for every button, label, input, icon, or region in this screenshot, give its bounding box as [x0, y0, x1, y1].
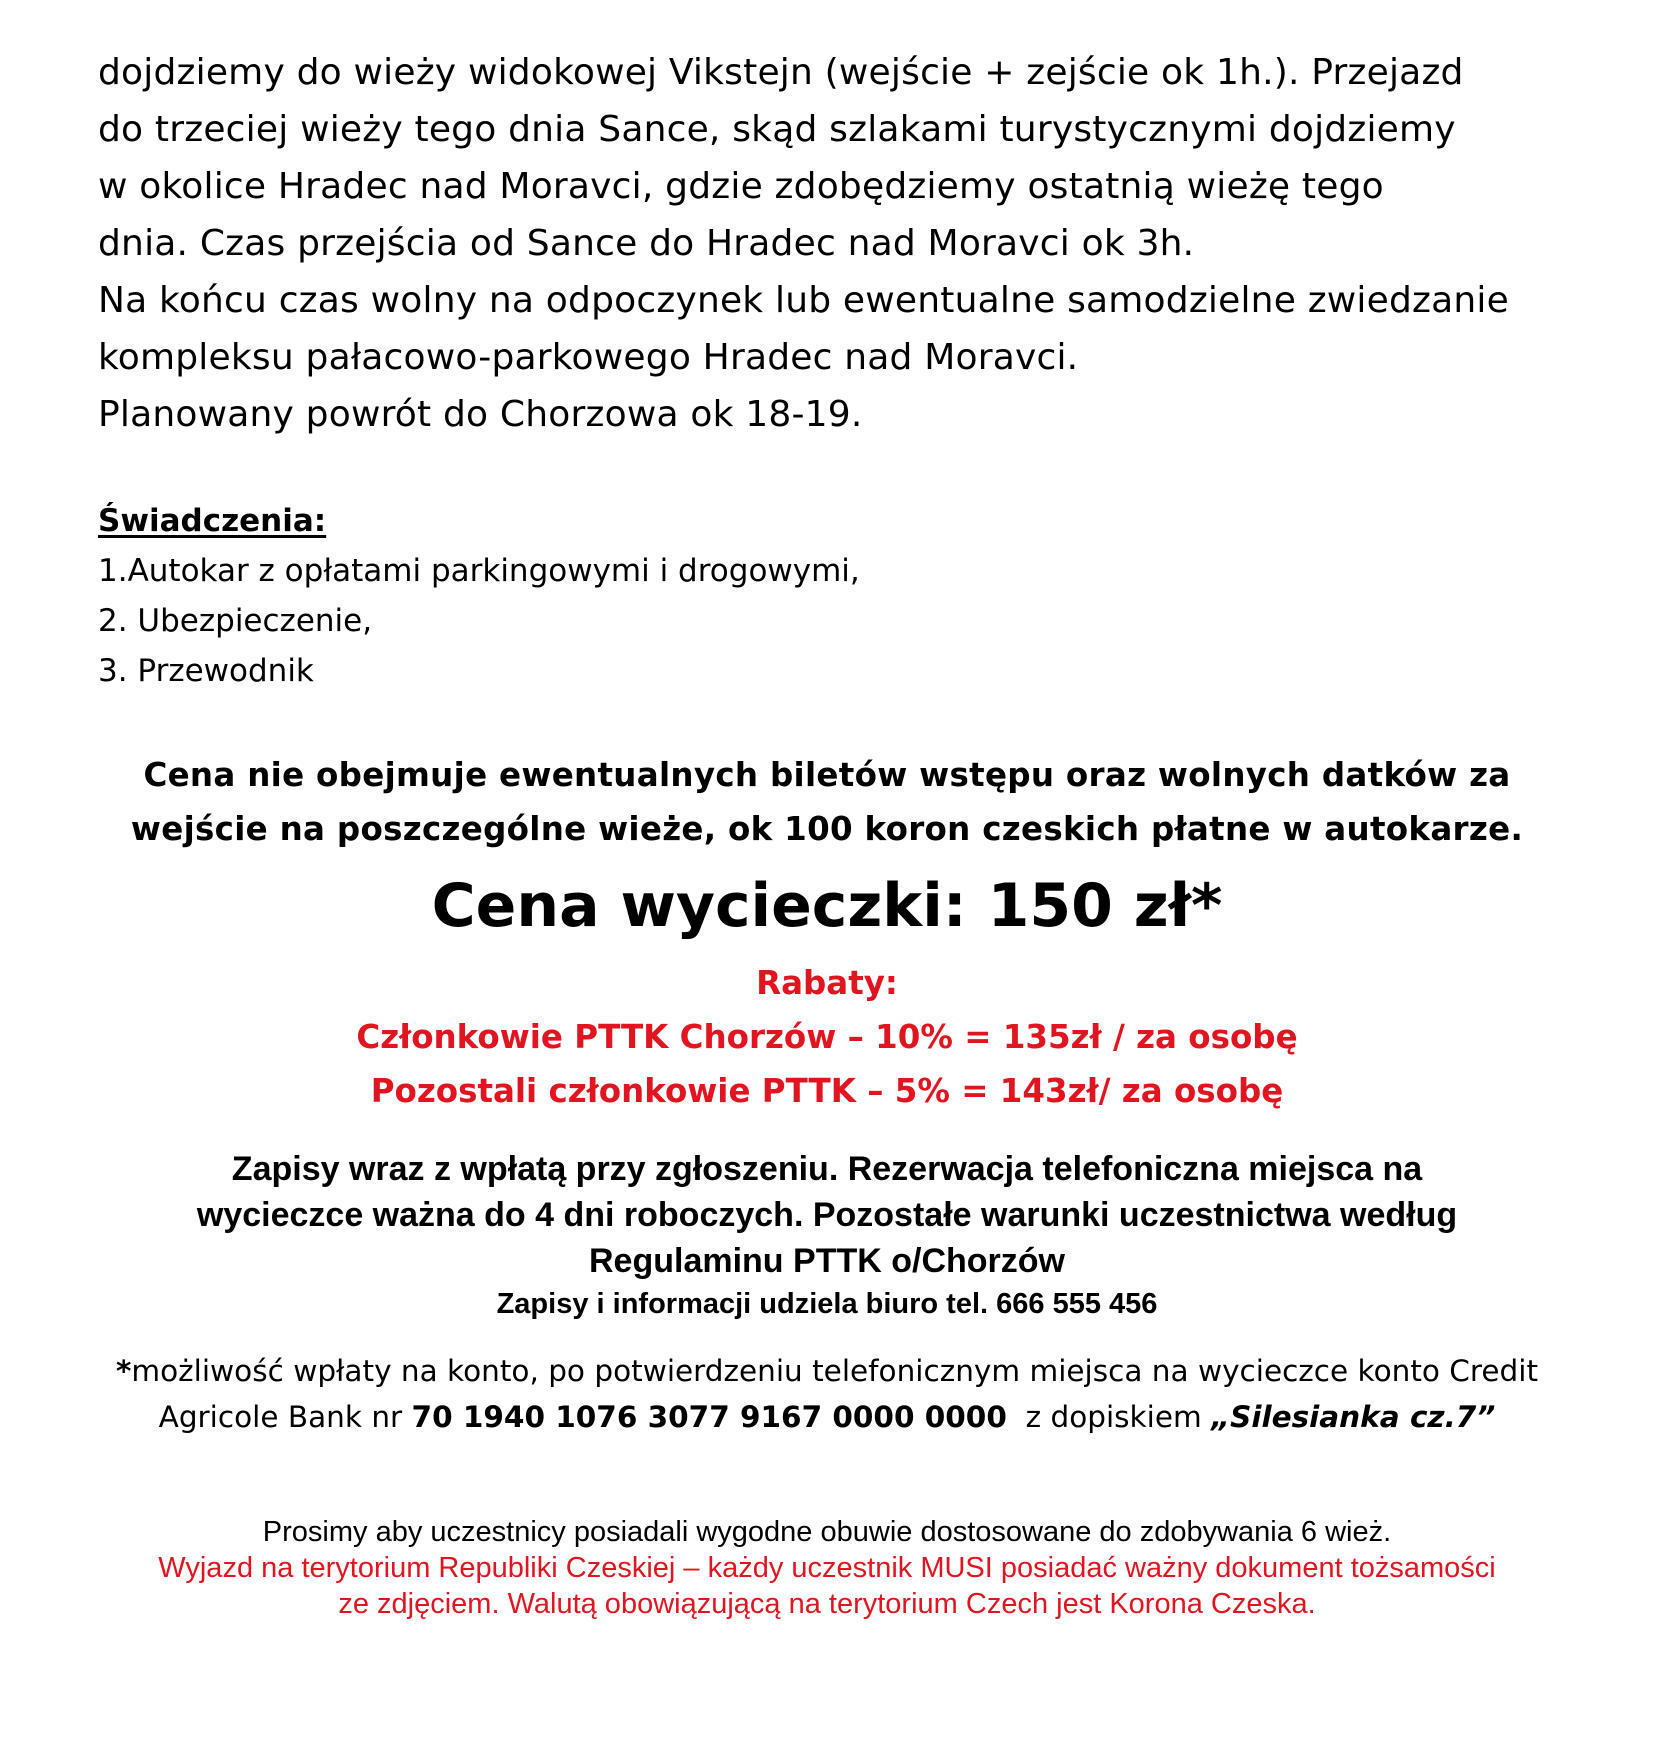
account-mid: z dopiskiem: [1006, 1400, 1212, 1434]
note-line: wejście na poszczególne wieże, ok 100 koron czeskich płatne w autokarze.: [130, 810, 1524, 848]
description-line: dojdziemy do wieży widokowej Vikstejn (wejście + zejście ok 1h.). Przejazd: [98, 52, 1464, 93]
account-text: możliwość wpłaty na konto, po potwierdzeniu telefonicznym miejsca na wycieczce konto Credit: [131, 1354, 1539, 1388]
list-item: 1.Autokar z opłatami parkingowymi i drogowymi,: [98, 553, 860, 589]
account-line-1: [0, 1348, 1654, 1394]
asterisk: *: [115, 1354, 132, 1388]
services-heading: Świadczenia:: [98, 503, 327, 539]
footer-notes: [0, 1514, 1654, 1622]
discount-item: Członkowie PTTK Chorzów – 10% = 135zł / za osobę: [356, 1018, 1298, 1056]
description-line: do trzeciej wieży tego dnia Sance, skąd szlakami turystycznymi dojdziemy: [98, 109, 1456, 150]
payment-reference: „Silesianka cz.7”: [1211, 1400, 1496, 1434]
footwear-note: Prosimy aby uczestnicy posiadali wygodne obuwie dostosowane do zdobywania 6 wież.: [262, 1516, 1392, 1548]
note-line: Cena nie obejmuje ewentualnych biletów wstępu oraz wolnych datków za: [143, 756, 1511, 794]
trip-price: Cena wycieczki: 150 zł*: [431, 871, 1223, 941]
contact-info: Zapisy i informacji udziela biuro tel. 666 555 456: [496, 1288, 1158, 1320]
account-line-2: [0, 1394, 1654, 1440]
signup-line: Regulaminu PTTK o/Chorzów: [589, 1242, 1065, 1280]
price-exclusions-note: [0, 748, 1654, 856]
id-warning-line: Wyjazd na terytorium Republiki Czeskiej – każdy uczestnik MUSI posiadać ważny dokument tożsamości: [158, 1552, 1496, 1584]
discounts-heading: Rabaty:: [756, 964, 898, 1002]
id-warning-line: ze zdjęciem. Walutą obowiązującą na terytorium Czech jest Korona Czeska.: [338, 1588, 1316, 1620]
bank-account-info: [0, 1348, 1654, 1440]
account-number: 70 1940 1076 3077 9167 0000 0000: [411, 1400, 1007, 1434]
discount-item: Pozostali członkowie PTTK – 5% = 143zł/ za osobę: [370, 1072, 1284, 1110]
description-line: w okolice Hradec nad Moravci, gdzie zdobędziemy ostatnią wieżę tego: [98, 166, 1384, 207]
services-list: [98, 546, 1398, 696]
description-line: kompleksu pałacowo-parkowego Hradec nad Moravci.: [98, 337, 1079, 378]
discounts-section: [0, 956, 1654, 1118]
account-prefix: Agricole Bank nr: [158, 1400, 412, 1434]
description-line: dnia. Czas przejścia od Sance do Hradec nad Moravci ok 3h.: [98, 223, 1195, 264]
list-item: 3. Przewodnik: [98, 653, 314, 689]
signup-line: wycieczce ważna do 4 dni roboczych. Pozostałe warunki uczestnictwa według: [196, 1196, 1458, 1234]
services-section: [98, 496, 1398, 696]
signup-line: Zapisy wraz z wpłatą przy zgłoszeniu. Rezerwacja telefoniczna miejsca na: [231, 1150, 1423, 1188]
signup-section: [0, 1146, 1654, 1324]
description-line: Planowany powrót do Chorzowa ok 18-19.: [98, 394, 863, 435]
list-item: 2. Ubezpieczenie,: [98, 603, 373, 639]
trip-description: [98, 44, 1598, 443]
description-line: Na końcu czas wolny na odpoczynek lub ewentualne samodzielne zwiedzanie: [98, 280, 1509, 321]
